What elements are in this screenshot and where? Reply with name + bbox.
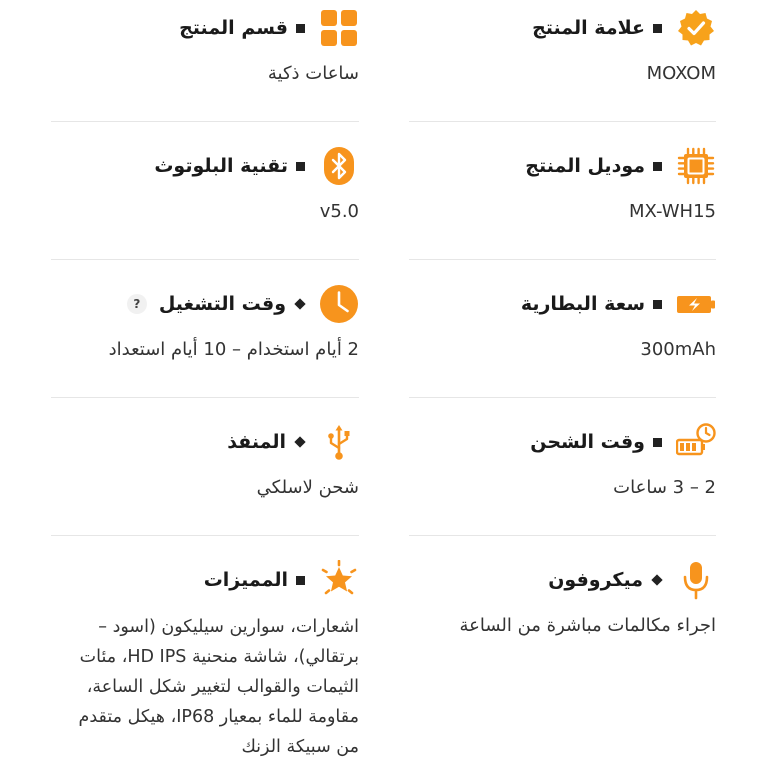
chip-icon: [676, 146, 716, 186]
spec-runtime-header: [51, 284, 359, 324]
spec-microphone-title: ميكروفون: [548, 569, 643, 591]
verified-badge-icon: [676, 8, 716, 48]
spec-bluetooth-header: [51, 146, 359, 186]
spec-port-value: شحن لاسلكي: [256, 477, 359, 498]
clock-icon: [319, 284, 359, 324]
spec-features-header: [51, 560, 359, 600]
battery-timer-icon: [676, 422, 716, 462]
spec-features: [51, 560, 359, 768]
bullet-square: [296, 576, 305, 585]
microphone-icon: [676, 560, 716, 600]
spec-battery-header: [409, 284, 716, 324]
spec-model-title: موديل المنتج: [525, 155, 645, 177]
usb-icon: [319, 422, 359, 462]
spec-category: [51, 8, 359, 122]
bluetooth-icon: [319, 146, 359, 186]
bullet-diamond: [294, 436, 305, 447]
spec-battery-value: 300mAh: [640, 339, 716, 360]
spec-microphone-value: اجراء مكالمات مباشرة من الساعة: [459, 615, 716, 636]
spec-category-header: [51, 8, 359, 48]
spec-brand-value: MOXOM: [646, 63, 716, 84]
spec-runtime: [51, 284, 359, 398]
spec-microphone-header: [409, 560, 716, 600]
bullet-diamond: [651, 574, 662, 585]
spec-features-title: المميزات: [203, 569, 288, 591]
spec-port: [51, 422, 359, 536]
spec-charge-time-header: [409, 422, 716, 462]
spec-model-value: MX-WH15: [629, 201, 716, 222]
spec-model-header: [409, 146, 716, 186]
spec-bluetooth-value: v5.0: [319, 201, 359, 222]
spec-features-value: اشعارات، سوارين سيليكون (اسود – برتقالي)، شاشة منحنية HD IPS، مئات الثيمات والقوالب لتغيير شكل الساعة، مقاومة للماء بمعيار IP68، هيكل متقدم من سبيكة الزنك: [78, 617, 359, 757]
spec-category-value: ساعات ذكية: [267, 63, 359, 84]
star-burst-icon: [319, 560, 359, 600]
spec-category-title: قسم المنتج: [179, 17, 288, 39]
spec-brand: [409, 8, 716, 122]
bullet-square: [653, 24, 662, 33]
spec-bluetooth-title: تقنية البلوتوث: [154, 155, 288, 177]
spec-charge-time-value: 2 – 3 ساعات: [613, 477, 716, 498]
bullet-square: [296, 162, 305, 171]
spec-runtime-title: وقت التشغيل: [158, 293, 286, 315]
bullet-diamond: [294, 298, 305, 309]
grid-icon: [319, 8, 359, 48]
bullet-square: [653, 300, 662, 309]
battery-charging-icon: [676, 284, 716, 324]
spec-battery: [409, 284, 716, 398]
spec-charge-time: [409, 422, 716, 536]
spec-battery-title: سعة البطارية: [520, 293, 645, 315]
spec-brand-header: [409, 8, 716, 48]
spec-model: [409, 146, 716, 260]
spec-port-header: [51, 422, 359, 462]
spec-port-title: المنفذ: [227, 431, 286, 453]
help-icon[interactable]: ?: [127, 294, 147, 314]
spec-charge-time-title: وقت الشحن: [530, 431, 645, 453]
bullet-square: [653, 162, 662, 171]
spec-bluetooth: [51, 146, 359, 260]
spec-brand-title: علامة المنتج: [532, 17, 645, 39]
spec-microphone: [409, 560, 716, 760]
bullet-square: [296, 24, 305, 33]
spec-runtime-value: 2 أيام استخدام – 10 أيام استعداد: [108, 339, 359, 360]
bullet-square: [653, 438, 662, 447]
